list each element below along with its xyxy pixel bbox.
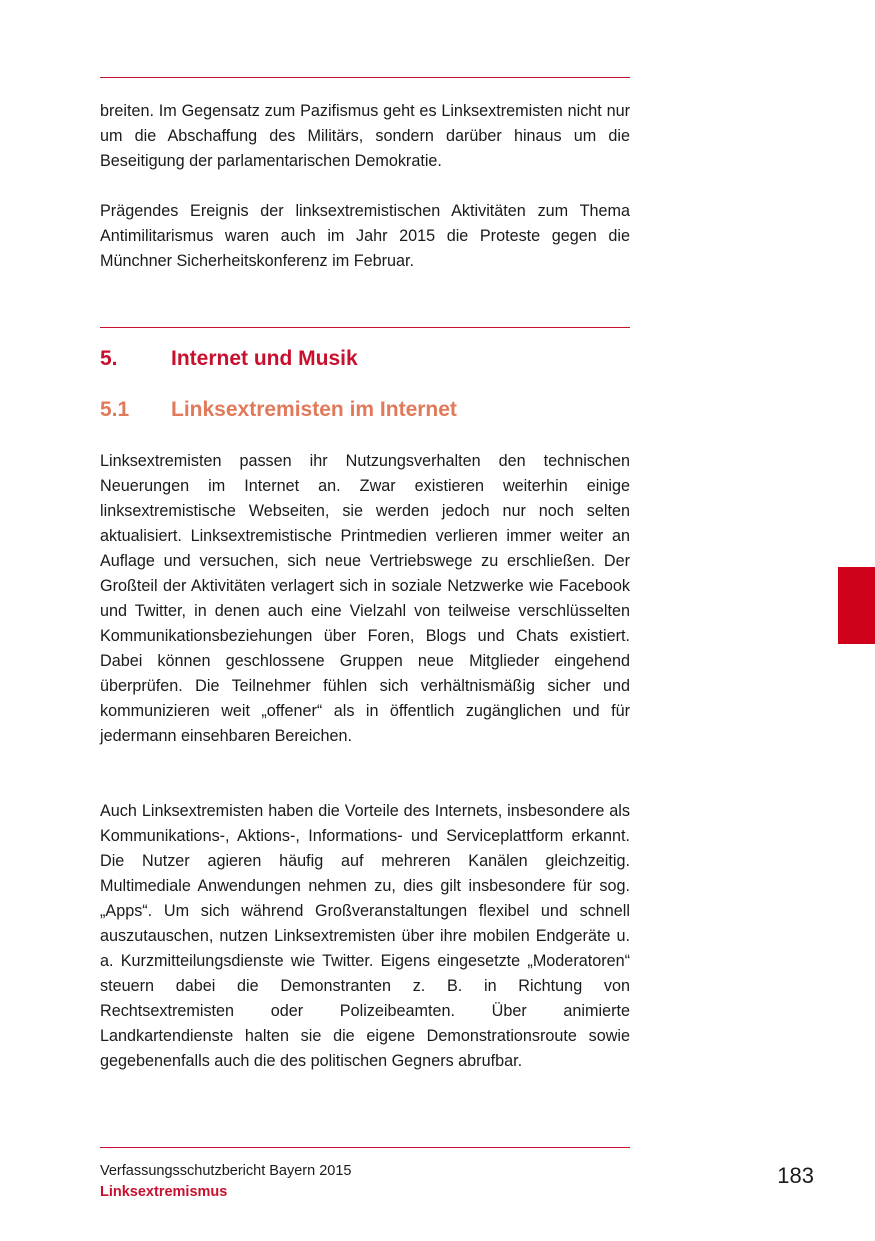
subsection-number: 5.1 bbox=[100, 398, 130, 421]
footer-chapter: Linksextremismus bbox=[100, 1184, 228, 1200]
footer-publication: Verfassungsschutzbericht Bayern 2015 bbox=[100, 1163, 352, 1179]
section-number: 5. bbox=[100, 347, 118, 370]
subsection-title: Linksextremisten im Internet bbox=[171, 398, 457, 421]
section-rule bbox=[100, 327, 630, 328]
section-title: Internet und Musik bbox=[171, 347, 358, 370]
paragraph-event: Prägendes Ereignis der linksextremistischen Aktivitäten zum Thema Antimilitarismus waren auch im Jahr 2015 die Proteste gegen die Münchner Sicherheitskonferenz im Februar. bbox=[100, 202, 630, 270]
paragraph-internet-2: Auch Linksextremisten haben die Vorteile des Internets, insbesondere als Kommunikations-, Aktions-, Informations- und Serviceplattform erkannt. Die Nutzer agieren häufig auf mehreren Kanälen gleichzeitig. Multimediale Anwendungen nehmen zu, dies gilt insbesondere für sog. „Apps“. Um sich während Großveranstaltungen flexibel und schnell auszutauschen, nutzen Linksextremisten über ihre mobilen Endgeräte u. a. Kurzmitteilungsdienste wie Twitter. Eigens eingesetzte „Moderatoren“ steuern dabei die Demonstranten z. B. in Richtung von Rechtsextremisten oder Polizeibeamten. Über animierte Landkartendienste halten sie die eigene Demonstrationsroute sowie gegebenenfalls auch die des politischen Gegners abrufbar. bbox=[100, 802, 630, 1070]
paragraph-internet-1: Linksextremisten passen ihr Nutzungsverhalten den technischen Neuerungen im Internet an. Zwar existieren weiterhin einige linksextremistische Webseiten, sie werden jedoch nur noch selten aktualisiert. Linksextremistische Printmedien verlieren immer weiter an Auflage und versuchen, sich neue Vertriebswege zu erschließen. Der Großteil der Aktivitäten verlagert sich in soziale Netzwerke wie Facebook und Twitter, in denen auch eine Vielzahl von teilweise verschlüsselten Kommunikationsbeziehungen über Foren, Blogs und Chats existiert. Dabei können geschlossene Gruppen neue Mitglieder eingehend überprüfen. Die Teilnehmer fühlen sich verhältnismäßig sicher und kommunizieren weit „offener“ als in öffentlich zugänglichen und für jedermann einsehbaren Bereichen. bbox=[100, 452, 630, 745]
footer-rule bbox=[100, 1147, 630, 1148]
page-number: 183 bbox=[777, 1163, 814, 1188]
subsection-heading bbox=[100, 397, 457, 423]
section-heading bbox=[100, 346, 358, 372]
paragraph-intro-continued: breiten. Im Gegensatz zum Pazifismus geht es Linksextremisten nicht nur um die Abschaffung des Militärs, sondern darüber hinaus um die Beseitigung der parlamentarischen Demokratie. bbox=[100, 102, 630, 170]
top-rule bbox=[100, 77, 630, 78]
chapter-tab-marker bbox=[838, 567, 875, 644]
